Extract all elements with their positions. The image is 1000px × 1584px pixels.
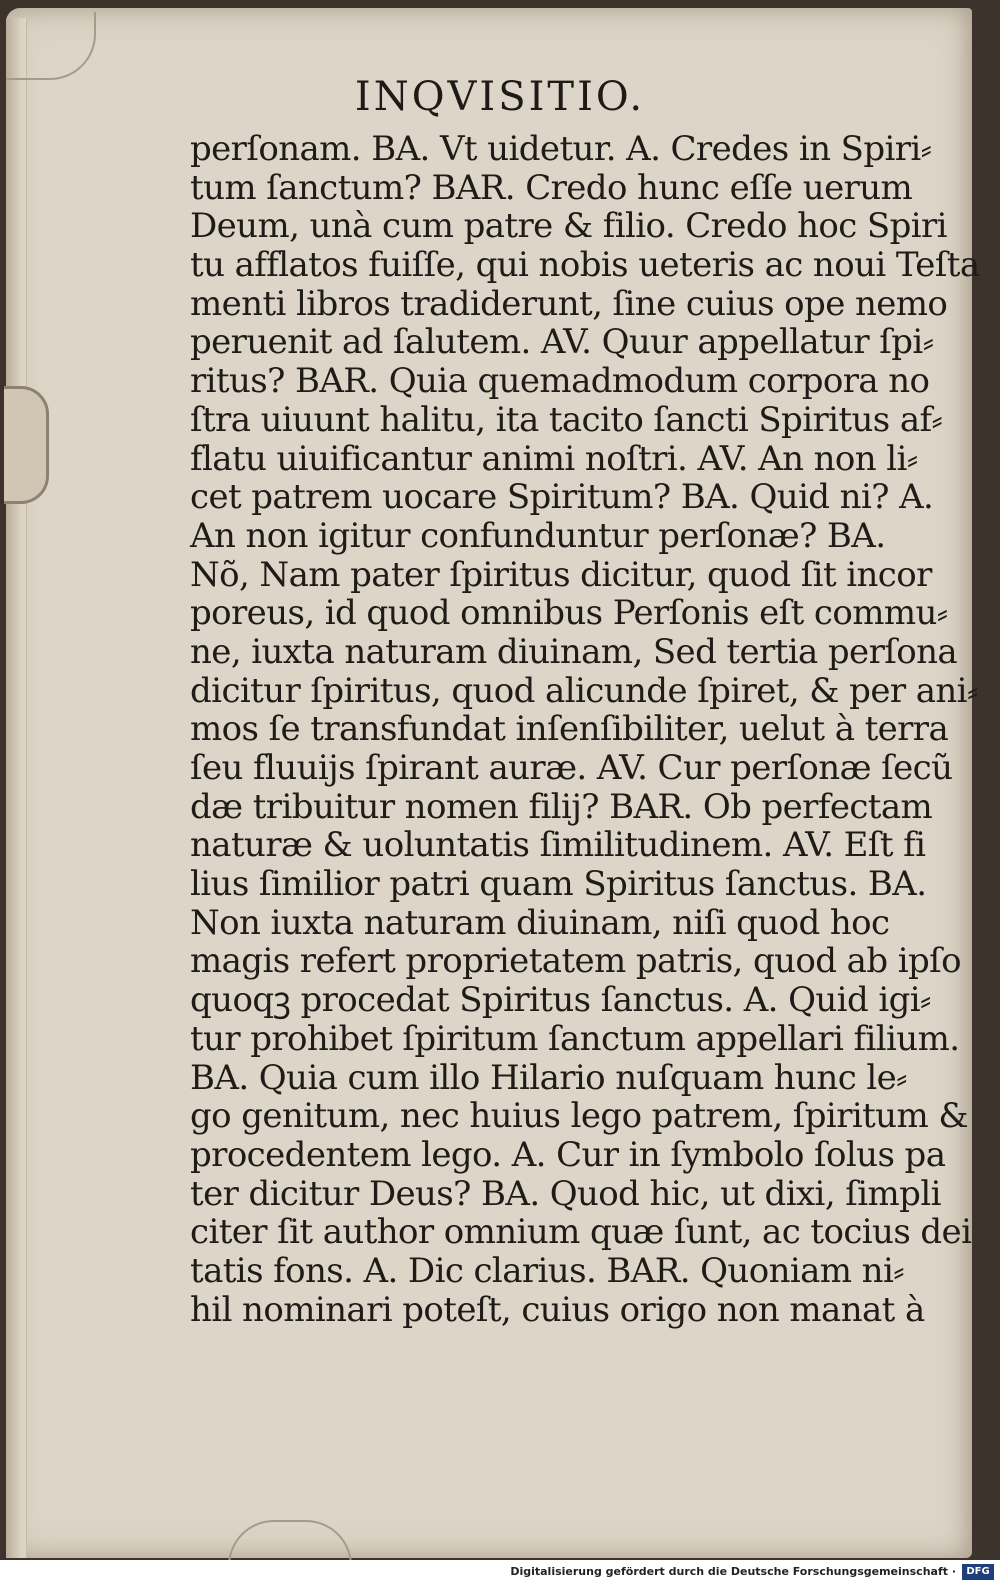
text-line: ne, iuxta naturam diuinam, Sed tertia perſona <box>190 631 958 672</box>
text-line: ritus? BAR. Quia quemadmodum corpora no <box>190 361 930 402</box>
text-line: Non iuxta naturam diuinam, niſi quod hoc <box>190 902 890 943</box>
text-line: tum ſanctum? BAR. Credo hunc eſſe uerum <box>190 167 913 208</box>
text-line: procedentem lego. A. Cur in ſymbolo ſolus pa <box>190 1134 946 1175</box>
text-block <box>190 129 980 1330</box>
text-line: hil nominari poteſt, cuius origo non manat à <box>190 1289 925 1330</box>
text-line: ſtra uiuunt halitu, ita tacito ſancti Spiritus af⸗ <box>190 399 943 440</box>
text-line: perſonam. BA. Vt uidetur. A. Credes in Spiri⸗ <box>190 129 932 169</box>
text-line: An non igitur confunduntur perſonæ? BA. <box>190 515 886 556</box>
text-line: magis refert proprietatem patris, quod ab ipſo <box>190 941 962 982</box>
text-line: BA. Quia cum illo Hilario nuſquam hunc le⸗ <box>190 1057 907 1098</box>
text-line: mos ſe transfundat inſenſibiliter, uelut à terra <box>190 709 949 750</box>
text-line: menti libros tradiderunt, ſine cuius ope nemo <box>190 283 948 324</box>
text-line: tatis fons. A. Dic clarius. BAR. Quoniam ni⸗ <box>190 1250 904 1291</box>
corner-stain <box>6 12 96 80</box>
text-line: poreus, id quod omnibus Perſonis eſt commu⸗ <box>190 593 948 634</box>
text-line: dicitur ſpiritus, quod alicunde ſpiret, & per ani⸗ <box>190 670 978 711</box>
text-line: tur prohibet ſpiritum ſanctum appellari filium. <box>190 1018 960 1059</box>
footer-credit: Digitalisierung gefördert durch die Deutsche Forschungsgemeinschaft · <box>510 1565 956 1578</box>
text-line: dæ tribuitur nomen filij? BAR. Ob perfectam <box>190 786 933 827</box>
text-line: Deum, unà cum patre & filio. Credo hoc Spiri <box>190 206 947 247</box>
text-line: naturæ & uoluntatis ſimilitudinem. AV. Eſt fi <box>190 825 926 866</box>
text-line: lius ſimilior patri quam Spiritus ſanctus. BA. <box>190 864 927 905</box>
text-line: cet patrem uocare Spiritum? BA. Quid ni? A. <box>190 477 934 518</box>
text-line: Nõ, Nam pater ſpiritus dicitur, quod ſit incor <box>190 554 932 595</box>
text-line: peruenit ad ſalutem. AV. Quur appellatur ſpi⸗ <box>190 322 934 363</box>
clasp-icon <box>4 386 49 504</box>
running-head: INQVISITIO. <box>354 74 646 120</box>
text-line: ſeu fluuijs ſpirant auræ. AV. Cur perſonæ ſecũ <box>190 748 953 788</box>
text-line: tu afflatos fuiſſe, qui nobis ueteris ac noui Teſta <box>190 245 980 286</box>
dfg-logo: DFG <box>962 1564 994 1580</box>
text-line: flatu uiuificantur animi noſtri. AV. An non li⸗ <box>190 438 918 479</box>
text-line: ter dicitur Deus? BA. Quod hic, ut dixi, ſimpli <box>190 1173 941 1214</box>
text-line: go genitum, nec huius lego patrem, ſpiritum & <box>190 1096 968 1137</box>
text-line: citer ſit author omnium quæ ſunt, ac tocius dei <box>190 1212 972 1253</box>
footer-bar <box>0 1560 1000 1584</box>
page-edge <box>6 18 27 1558</box>
text-line: quoqꝫ procedat Spiritus ſanctus. A. Quid igi⸗ <box>190 980 931 1021</box>
